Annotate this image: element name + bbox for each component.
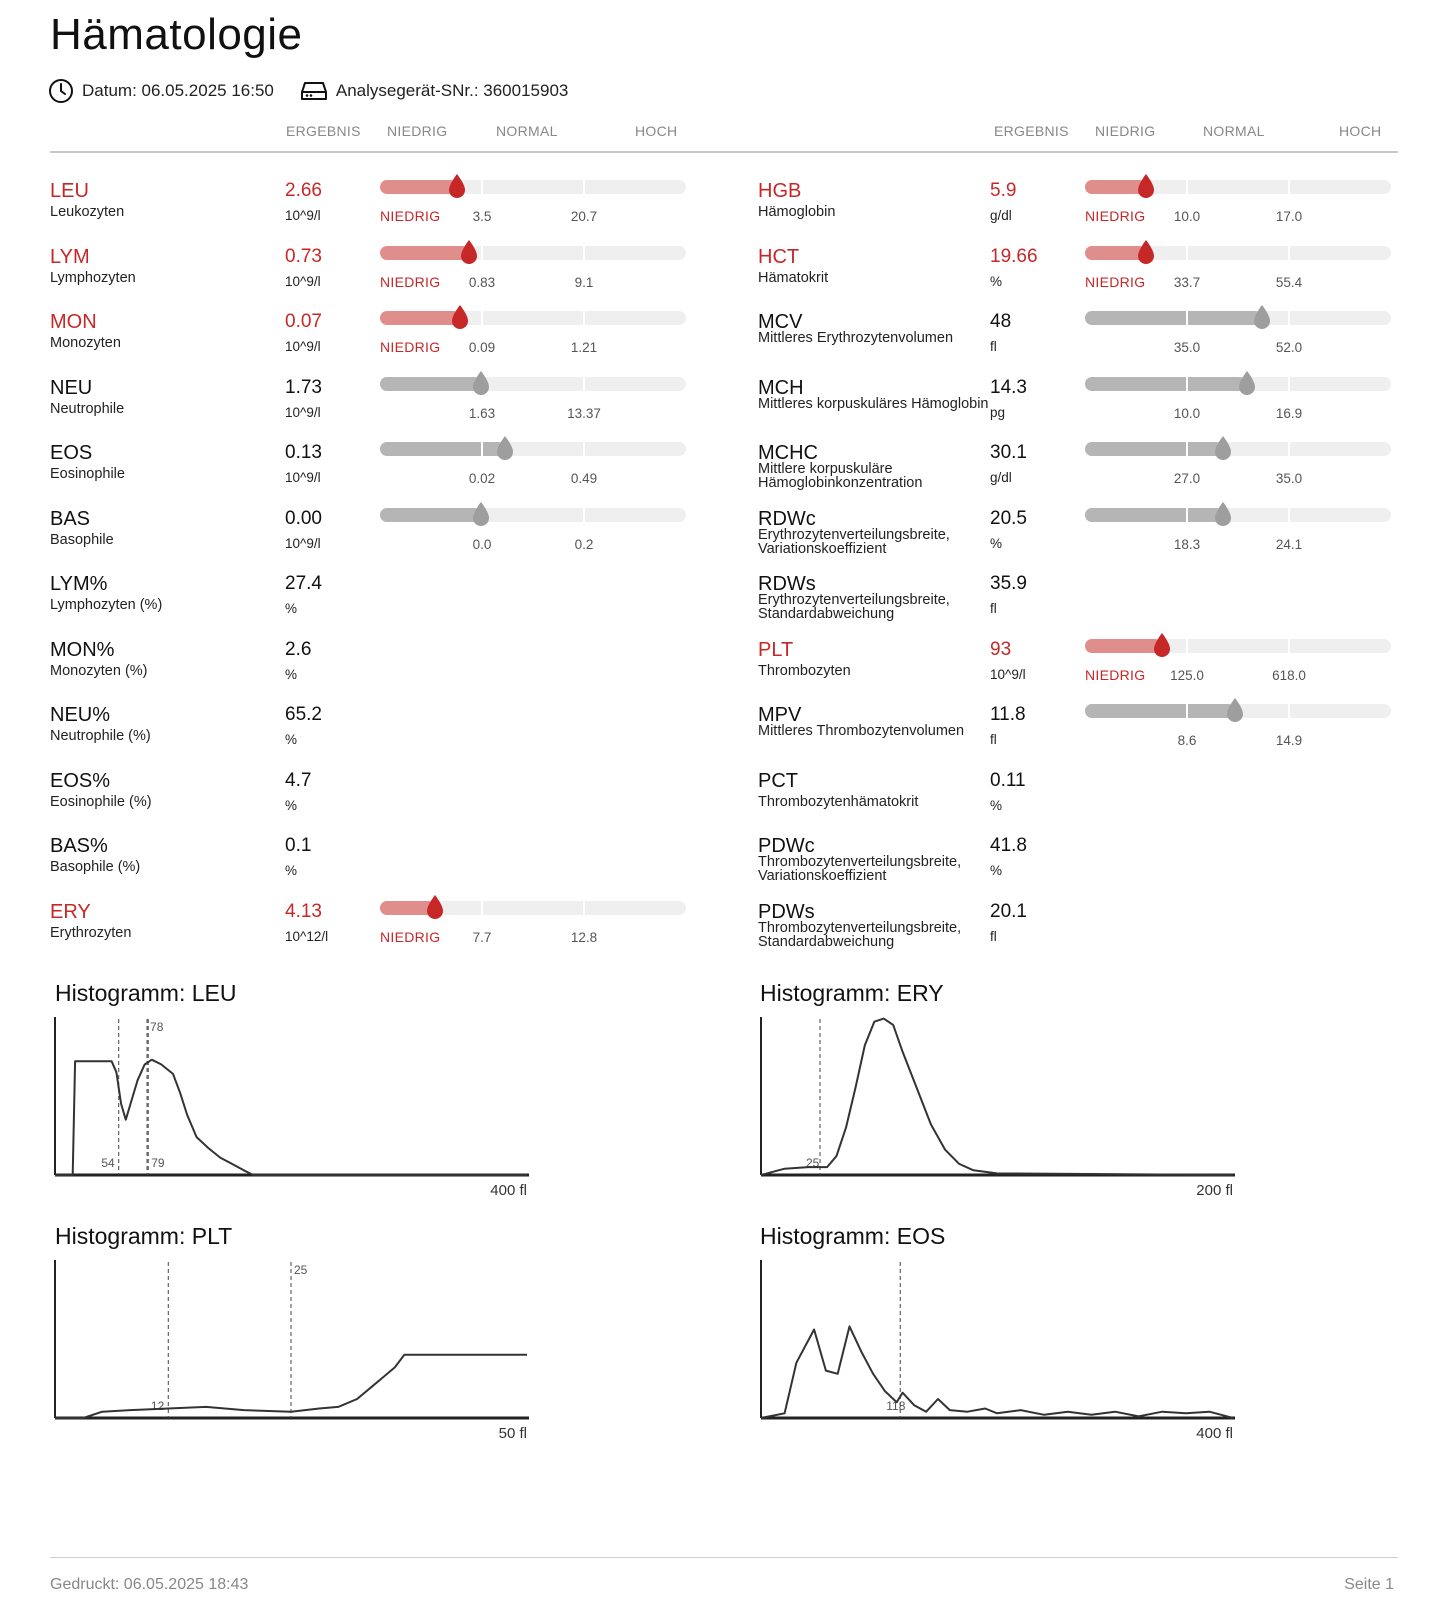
param-value: 0.07 — [285, 311, 322, 332]
param-code: PCT — [758, 769, 798, 792]
param-code: MON — [50, 311, 97, 333]
param-value: 2.66 — [285, 180, 322, 201]
param-name: Basophile (%) — [50, 859, 141, 875]
param-row-rdwc — [758, 508, 1440, 568]
param-value: 14.3 — [990, 376, 1027, 398]
histogram-plt-title: Histogramm: PLT — [55, 1223, 233, 1249]
param-name: Basophile — [50, 531, 114, 548]
param-name: Neutrophile (%) — [50, 728, 151, 744]
range-tick-max — [1288, 442, 1290, 456]
range-min: 0.02 — [468, 471, 496, 486]
range-bar — [1085, 311, 1391, 325]
range-min: 1.63 — [468, 405, 496, 421]
range-min: 27.0 — [1173, 471, 1201, 486]
range-tick-min — [1186, 704, 1188, 718]
param-code: MCV — [758, 311, 803, 333]
range-min: 0.83 — [468, 274, 496, 290]
param-code: HGB — [758, 180, 802, 202]
range-tick-min — [481, 442, 483, 456]
param-value: 0.1 — [285, 835, 312, 856]
range-bar — [380, 442, 686, 456]
param-value: 20.1 — [990, 900, 1027, 922]
range-tick-min — [1186, 311, 1188, 325]
range-bar — [1085, 508, 1391, 522]
range-min: 10.0 — [1173, 405, 1201, 421]
param-name: Erythrozytenverteilungsbreite, Variationskoeffizient — [758, 526, 950, 557]
range-tick-min — [1186, 377, 1188, 391]
param-value: 1.73 — [285, 376, 322, 398]
range-min: 3.5 — [472, 209, 492, 224]
param-value: 93 — [990, 638, 1012, 660]
param-row-hct — [758, 246, 1440, 306]
col-low-left: NIEDRIG — [387, 123, 448, 139]
param-unit: 10^9/l — [285, 404, 321, 420]
date-item — [48, 78, 274, 104]
range-fill — [380, 377, 481, 391]
param-row-lym-pct — [50, 573, 740, 633]
marker-label: 54 — [101, 1156, 115, 1170]
param-unit: 10^12/l — [285, 928, 329, 944]
param-code: NEU% — [50, 704, 111, 726]
range-bar — [380, 311, 686, 325]
marker-label: 118 — [886, 1399, 906, 1413]
param-code: EOS — [50, 442, 93, 464]
param-name: Lymphozyten (%) — [50, 597, 163, 613]
range-tick-max — [1288, 180, 1290, 194]
range-max: 16.9 — [1275, 405, 1303, 421]
param-name: Leukozyten — [50, 204, 125, 220]
range-bar — [380, 377, 686, 391]
value-drop-icon — [1226, 697, 1244, 723]
param-value: 65.2 — [285, 704, 322, 725]
param-unit: % — [285, 797, 298, 813]
status-flag: NIEDRIG — [1085, 273, 1146, 290]
range-tick-min — [481, 901, 483, 915]
param-value: 5.9 — [990, 180, 1017, 201]
range-min: 10.0 — [1173, 209, 1201, 224]
param-value: 30.1 — [990, 442, 1027, 463]
param-unit: % — [285, 666, 298, 682]
value-drop-icon — [472, 501, 490, 527]
param-code: BAS% — [50, 835, 108, 857]
param-row-bas-pct — [50, 835, 740, 895]
range-bar — [1085, 377, 1391, 391]
range-fill — [380, 311, 460, 325]
range-tick-max — [583, 180, 585, 194]
range-max: 0.2 — [574, 536, 594, 552]
param-row-pdws — [758, 901, 1440, 961]
range-tick-min — [481, 311, 483, 325]
range-min: 35.0 — [1173, 340, 1201, 355]
range-tick-max — [1288, 639, 1290, 653]
range-fill — [380, 246, 469, 260]
axis-end-label: 200 fl — [1196, 1182, 1233, 1199]
param-code: PDWc — [758, 835, 815, 857]
range-tick-max — [583, 901, 585, 915]
axis-end-label: 400 fl — [490, 1182, 527, 1199]
param-row-bas — [50, 508, 740, 568]
range-fill — [1085, 311, 1262, 325]
range-max: 24.1 — [1275, 536, 1303, 552]
param-name: Hämoglobin — [758, 204, 836, 220]
param-value: 19.66 — [990, 245, 1038, 267]
param-code: MCH — [758, 376, 804, 399]
report-meta — [48, 78, 594, 104]
status-flag: NIEDRIG — [380, 339, 441, 355]
range-tick-max — [1288, 508, 1290, 522]
range-tick-min — [1186, 442, 1188, 456]
param-name: Monozyten (%) — [50, 662, 148, 679]
param-name: Hämatokrit — [758, 269, 829, 286]
range-min: 125.0 — [1170, 667, 1204, 683]
param-unit: % — [285, 601, 298, 616]
value-drop-icon — [448, 173, 466, 199]
param-unit: fl — [990, 732, 997, 747]
range-bar — [380, 901, 686, 915]
param-name: Mittlere korpuskuläre Hämoglobinkonzentration — [758, 461, 923, 491]
range-bar — [1085, 639, 1391, 653]
param-value: 35.9 — [990, 573, 1027, 594]
range-tick-max — [1288, 246, 1290, 260]
param-name: Mittleres korpuskuläres Hämoglobin — [758, 395, 989, 412]
param-name: Thrombozytenverteilungsbreite, Standardabweichung — [758, 919, 962, 950]
value-drop-icon — [1137, 173, 1155, 199]
param-name: Mittleres Erythrozytenvolumen — [758, 330, 954, 346]
marker-label: 12 — [150, 1399, 165, 1413]
param-name: Mittleres Thrombozytenvolumen — [758, 723, 965, 739]
param-name: Monozyten — [50, 335, 121, 351]
param-row-mpv — [758, 704, 1440, 764]
histogram-leu-title: Histogramm: LEU — [55, 980, 237, 1006]
param-name: Erythrozyten — [50, 924, 132, 941]
range-tick-max — [583, 377, 585, 391]
range-tick-min — [1186, 180, 1188, 194]
range-tick-max — [583, 246, 585, 260]
param-row-lym — [50, 246, 740, 306]
param-row-pdwc — [758, 835, 1440, 895]
range-bar — [1085, 442, 1391, 456]
value-drop-icon — [451, 304, 469, 330]
range-min: 0.0 — [472, 536, 492, 552]
range-fill — [1085, 639, 1162, 653]
param-unit: pg — [990, 404, 1006, 420]
param-code: BAS — [50, 507, 91, 530]
range-bar — [1085, 246, 1391, 260]
range-max: 17.0 — [1275, 209, 1303, 224]
printed-date: Gedruckt: 06.05.2025 18:43 — [50, 1576, 249, 1593]
param-unit: fl — [990, 928, 997, 944]
param-unit: % — [990, 797, 1003, 813]
range-min: 7.7 — [472, 929, 492, 945]
param-row-hgb — [758, 180, 1440, 240]
status-flag: NIEDRIG — [1085, 208, 1146, 224]
param-row-rdws — [758, 573, 1440, 633]
param-name: Eosinophile — [50, 466, 125, 482]
page-number: Seite 1 — [1344, 1576, 1394, 1593]
distribution-curve — [761, 1326, 1233, 1418]
range-fill — [1085, 704, 1235, 718]
param-unit: % — [285, 863, 298, 878]
status-flag: NIEDRIG — [380, 208, 441, 224]
range-bar — [380, 246, 686, 260]
axis-end-label: 400 fl — [1196, 1425, 1233, 1442]
range-bar — [380, 508, 686, 522]
marker-label: 79 — [151, 1156, 165, 1170]
histogram-ery-title: Histogramm: ERY — [760, 980, 944, 1006]
param-row-pct — [758, 770, 1440, 830]
page-title: Hämatologie — [50, 10, 303, 59]
distribution-curve — [761, 1019, 1233, 1175]
param-row-eos — [50, 442, 740, 502]
histogram-plt — [50, 1258, 540, 1448]
value-drop-icon — [496, 435, 514, 461]
col-low-right: NIEDRIG — [1095, 123, 1156, 139]
param-value: 27.4 — [285, 573, 322, 594]
param-unit: 10^9/l — [285, 208, 321, 223]
param-unit: 10^9/l — [990, 666, 1026, 682]
clock-icon — [48, 78, 74, 104]
range-tick-max — [583, 508, 585, 522]
param-code: LYM% — [50, 573, 108, 595]
param-code: PLT — [758, 638, 794, 661]
param-value: 0.11 — [990, 769, 1026, 791]
param-unit: 10^9/l — [285, 535, 321, 551]
param-code: LEU — [50, 180, 89, 202]
param-row-leu — [50, 180, 740, 240]
param-name: Lymphozyten — [50, 269, 136, 286]
param-row-mch — [758, 377, 1440, 437]
param-code: HCT — [758, 245, 800, 268]
param-code: MON% — [50, 638, 115, 661]
param-row-mon-pct — [50, 639, 740, 699]
param-value: 0.13 — [285, 442, 322, 463]
status-flag: NIEDRIG — [380, 273, 441, 290]
value-drop-icon — [1137, 239, 1155, 265]
range-max: 35.0 — [1275, 471, 1303, 486]
range-min: 33.7 — [1173, 274, 1201, 290]
param-code: MPV — [758, 704, 802, 726]
range-max: 13.37 — [567, 405, 601, 421]
param-unit: g/dl — [990, 470, 1012, 485]
param-row-neu-pct — [50, 704, 740, 764]
param-value: 20.5 — [990, 507, 1027, 529]
param-name: Thrombozytenverteilungsbreite, Variationskoeffizient — [758, 854, 962, 884]
param-unit: % — [990, 863, 1003, 878]
histogram-ery — [756, 1015, 1246, 1205]
param-unit: % — [990, 535, 1003, 551]
param-row-mon — [50, 311, 740, 371]
param-value: 41.8 — [990, 835, 1027, 856]
histogram-eos-title: Histogramm: EOS — [760, 1223, 946, 1249]
value-drop-icon — [460, 239, 478, 265]
header-divider — [50, 151, 1398, 153]
param-code: MCHC — [758, 442, 818, 464]
param-row-plt — [758, 639, 1440, 699]
col-result-left: ERGEBNIS — [286, 123, 361, 139]
range-tick-max — [1288, 311, 1290, 325]
range-fill — [1085, 442, 1223, 456]
param-value: 11.8 — [990, 704, 1026, 725]
col-high-right: HOCH — [1339, 123, 1382, 139]
status-flag: NIEDRIG — [1085, 666, 1146, 683]
param-unit: 10^9/l — [285, 339, 321, 354]
param-row-mchc — [758, 442, 1440, 502]
range-max: 9.1 — [574, 274, 594, 290]
report-date: Datum: 06.05.2025 16:50 — [82, 81, 274, 100]
marker-label: 25 — [806, 1156, 820, 1170]
param-value: 48 — [990, 311, 1012, 332]
distribution-curve — [55, 1060, 527, 1175]
param-row-ery — [50, 901, 740, 961]
param-unit: g/dl — [990, 208, 1012, 223]
value-drop-icon — [472, 370, 490, 396]
range-tick-max — [1288, 704, 1290, 718]
param-row-eos-pct — [50, 770, 740, 830]
device-serial: Analysegerät-SNr.: 360015903 — [335, 81, 569, 100]
param-name: Neutrophile — [50, 400, 125, 417]
range-min: 0.09 — [468, 340, 496, 355]
value-drop-icon — [1238, 370, 1256, 396]
range-tick-min — [481, 246, 483, 260]
param-code: LYM — [50, 245, 90, 268]
col-result-right: ERGEBNIS — [994, 123, 1069, 139]
param-code: ERY — [50, 900, 91, 923]
value-drop-icon — [1214, 435, 1232, 461]
histogram-eos — [756, 1258, 1246, 1448]
distribution-curve — [55, 1355, 527, 1418]
range-tick-max — [583, 311, 585, 325]
param-value: 0.00 — [285, 507, 322, 529]
range-max: 14.9 — [1275, 733, 1303, 748]
param-code: PDWs — [758, 900, 815, 923]
range-tick-max — [1288, 377, 1290, 391]
range-max: 52.0 — [1275, 340, 1303, 355]
param-unit: % — [990, 273, 1003, 289]
range-bar — [1085, 180, 1391, 194]
value-drop-icon — [1214, 501, 1232, 527]
param-unit: fl — [990, 601, 997, 616]
param-code: RDWs — [758, 573, 816, 595]
histogram-leu — [50, 1015, 540, 1205]
range-fill — [380, 180, 457, 194]
range-tick-min — [481, 180, 483, 194]
param-name: Eosinophile (%) — [50, 793, 152, 810]
range-bar — [1085, 704, 1391, 718]
range-fill — [1085, 377, 1247, 391]
range-max: 618.0 — [1272, 667, 1306, 683]
range-max: 1.21 — [570, 340, 598, 355]
range-tick-min — [1186, 639, 1188, 653]
param-unit: % — [285, 732, 298, 747]
param-code: EOS% — [50, 769, 111, 792]
col-high-left: HOCH — [635, 123, 678, 139]
param-value: 2.6 — [285, 638, 312, 660]
param-value: 0.73 — [285, 245, 322, 267]
marker-label: 25 — [294, 1263, 308, 1277]
param-unit: 10^9/l — [285, 470, 321, 485]
range-max: 12.8 — [570, 929, 598, 945]
range-fill — [380, 508, 481, 522]
range-bar — [380, 180, 686, 194]
range-max: 0.49 — [570, 471, 598, 486]
param-code: RDWc — [758, 507, 816, 530]
value-drop-icon — [1253, 304, 1271, 330]
value-drop-icon — [1153, 632, 1171, 658]
analyzer-icon — [300, 79, 328, 103]
param-name: Thrombozyten — [758, 662, 851, 679]
value-drop-icon — [426, 894, 444, 920]
range-fill — [1085, 508, 1223, 522]
param-name: Erythrozytenverteilungsbreite, Standardabweichung — [758, 592, 950, 622]
range-min: 8.6 — [1177, 733, 1197, 748]
param-value: 4.7 — [285, 769, 312, 791]
range-tick-min — [1186, 508, 1188, 522]
param-value: 4.13 — [285, 900, 322, 922]
param-name: Thrombozytenhämatokrit — [758, 793, 919, 810]
range-tick-max — [583, 442, 585, 456]
col-normal-left: NORMAL — [496, 123, 558, 139]
device-item — [300, 79, 569, 103]
marker-label: 78 — [150, 1020, 164, 1034]
footer-divider — [50, 1557, 1398, 1558]
range-tick-min — [1186, 246, 1188, 260]
param-unit: fl — [990, 339, 997, 354]
range-max: 20.7 — [570, 209, 598, 224]
range-fill — [380, 442, 505, 456]
param-row-neu — [50, 377, 740, 437]
param-unit: 10^9/l — [285, 273, 321, 289]
param-code: NEU — [50, 376, 93, 399]
param-row-mcv — [758, 311, 1440, 371]
axis-end-label: 50 fl — [498, 1425, 527, 1442]
range-min: 18.3 — [1173, 536, 1201, 552]
col-normal-right: NORMAL — [1203, 123, 1265, 139]
status-flag: NIEDRIG — [380, 928, 441, 945]
range-max: 55.4 — [1275, 274, 1303, 290]
